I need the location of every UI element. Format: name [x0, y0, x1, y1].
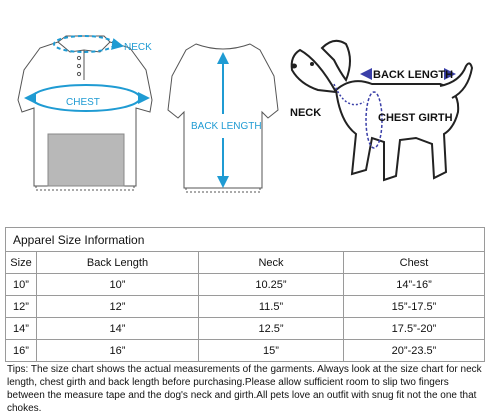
dog-eye — [310, 62, 314, 66]
cell-neck: 11.5” — [199, 296, 344, 318]
table-row — [6, 318, 485, 340]
dog-back-length-label: BACK LENGTH — [373, 69, 454, 81]
table-title: Apparel Size Information — [6, 228, 485, 252]
cell-neck: 10.25” — [199, 274, 344, 296]
cell-back-length: 10” — [37, 274, 199, 296]
header-neck: Neck — [199, 252, 344, 274]
dog-chest-girth-label: CHEST GIRTH — [378, 112, 453, 124]
back-length-label: BACK LENGTH — [191, 121, 262, 132]
cell-back-length: 14” — [37, 318, 199, 340]
size-table — [5, 227, 485, 362]
cell-size: 16” — [6, 340, 37, 362]
table-row — [6, 296, 485, 318]
cell-back-length: 16” — [37, 340, 199, 362]
cell-neck: 15” — [199, 340, 344, 362]
header-back-length: Back Length — [37, 252, 199, 274]
shirt-front — [18, 36, 152, 190]
size-table-header-row — [6, 252, 485, 274]
header-size: Size — [6, 252, 37, 274]
cell-size: 14” — [6, 318, 37, 340]
dog-nose — [291, 64, 297, 69]
tips-text: Tips: The size chart shows the actual measurements of the garments. Always look at the size chart for neck length, chest girth and back length before purchasing.Please allow sufficient room to slip two fingers between the measure tape and the dog's neck and girth.All pets love an outfit with snug fit not the one that chokes. — [7, 364, 482, 414]
cell-chest: 14”-16” — [344, 274, 485, 296]
cell-chest: 15”-17.5” — [344, 296, 485, 318]
dog-neck-label: NECK — [290, 107, 322, 119]
neck-label: NECK — [124, 42, 152, 53]
size-table-title-row — [6, 228, 485, 252]
cell-chest: 20”-23.5” — [344, 340, 485, 362]
header-chest: Chest — [344, 252, 485, 274]
table-row — [6, 340, 485, 362]
chest-label: CHEST — [66, 97, 100, 108]
cell-neck: 12.5” — [199, 318, 344, 340]
table-row — [6, 274, 485, 296]
cell-size: 12” — [6, 296, 37, 318]
cell-back-length: 12” — [37, 296, 199, 318]
cell-chest: 17.5”-20” — [344, 318, 485, 340]
cell-size: 10” — [6, 274, 37, 296]
